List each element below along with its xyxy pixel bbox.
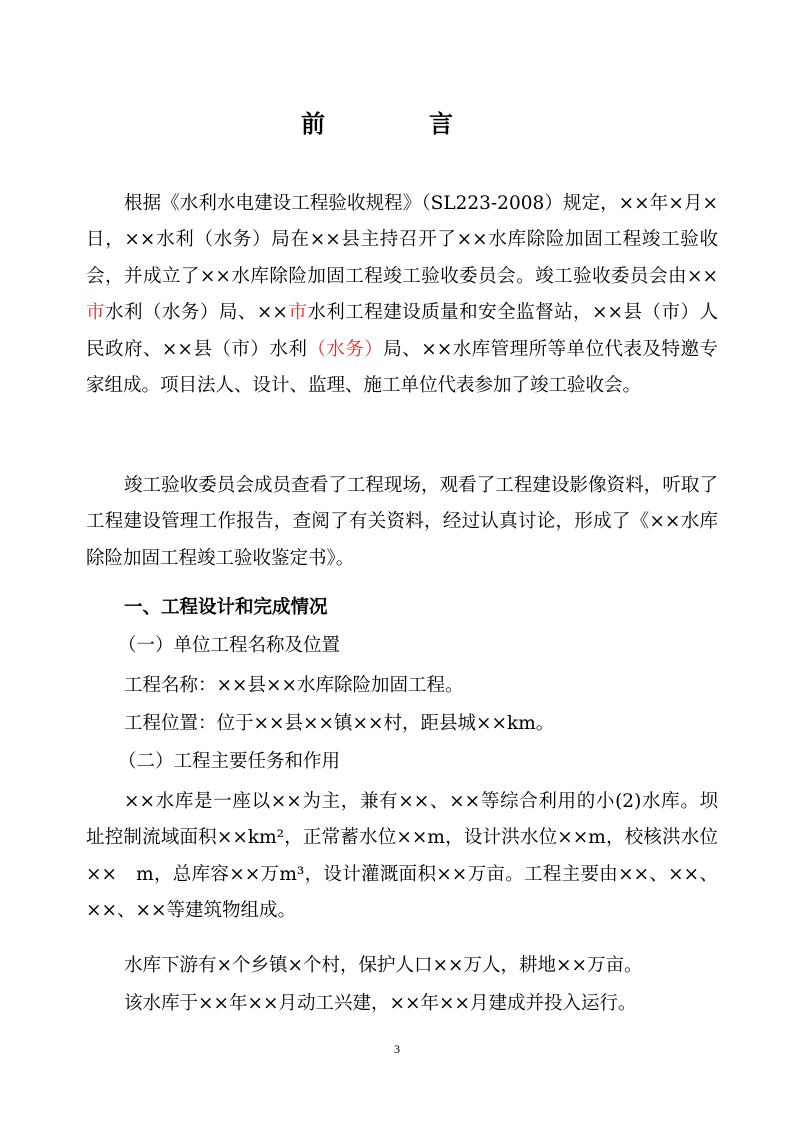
- subsection-heading-unit: （一）单位工程名称及位置: [118, 635, 341, 656]
- reservoir-description-paragraph: ××水库是一座以××为主，兼有××、××等综合利用的小(2)水库。坝址控制流域面积××km²，正常蓄水位××m，设计洪水位××m，校核洪水位×× m，总库容××万m³，设计灌溉面积××万亩。工程主要由××、××、××、××等建筑物组成。: [86, 791, 718, 922]
- intro-highlight-water-affairs: （水务）: [307, 338, 384, 360]
- intro-text-part-4: 局、××水库管理所等单位代表及特邀专家组成。项目法人、设计、监理、施工单位代表参加了竣工验收会。: [86, 338, 718, 397]
- page-title: 前 言: [301, 109, 493, 138]
- page-number: 3: [394, 1042, 400, 1056]
- section-heading-1: 一、工程设计和完成情况: [124, 597, 328, 618]
- intro-text-part-1: 根据《水利水电建设工程验收规程》（SL223-2008）规定，××年×月×日，××水利（水务）局在××县主持召开了××水库除险加固工程竣工验收会，并成立了××水库除险加固工程竣工验收委员会。竣工验收委员会由××: [86, 193, 718, 287]
- project-name-line: 工程名称：××县××水库除险加固工程。: [124, 675, 464, 696]
- downstream-paragraph: 水库下游有×个乡镇×个村，保护人口××万人，耕地××万亩。: [124, 955, 643, 976]
- intro-text-part-2: 水利（水务）局、××: [104, 302, 288, 324]
- intro-text-part-3: 水利工程建设质量和安全监督站，××县（市）人民政府、××县（市）水利: [86, 302, 718, 360]
- intro-highlight-city-2: 市: [287, 302, 308, 324]
- acceptance-paragraph: 竣工验收委员会成员查看了工程现场，观看了工程建设影像资料，听取了工程建设管理工作报告，查阅了有关资料，经过认真讨论，形成了《××水库除险加固工程竣工验收鉴定书》。: [86, 475, 718, 569]
- intro-paragraph: [86, 186, 718, 404]
- project-location-line: 工程位置：位于××县××镇××村，距县城××km。: [124, 713, 555, 734]
- intro-highlight-city-1: 市: [86, 302, 105, 324]
- subsection-heading-tasks: （二）工程主要任务和作用: [118, 751, 341, 772]
- construction-paragraph: 该水库于××年××月动工兴建，××年××月建成并投入运行。: [124, 993, 637, 1014]
